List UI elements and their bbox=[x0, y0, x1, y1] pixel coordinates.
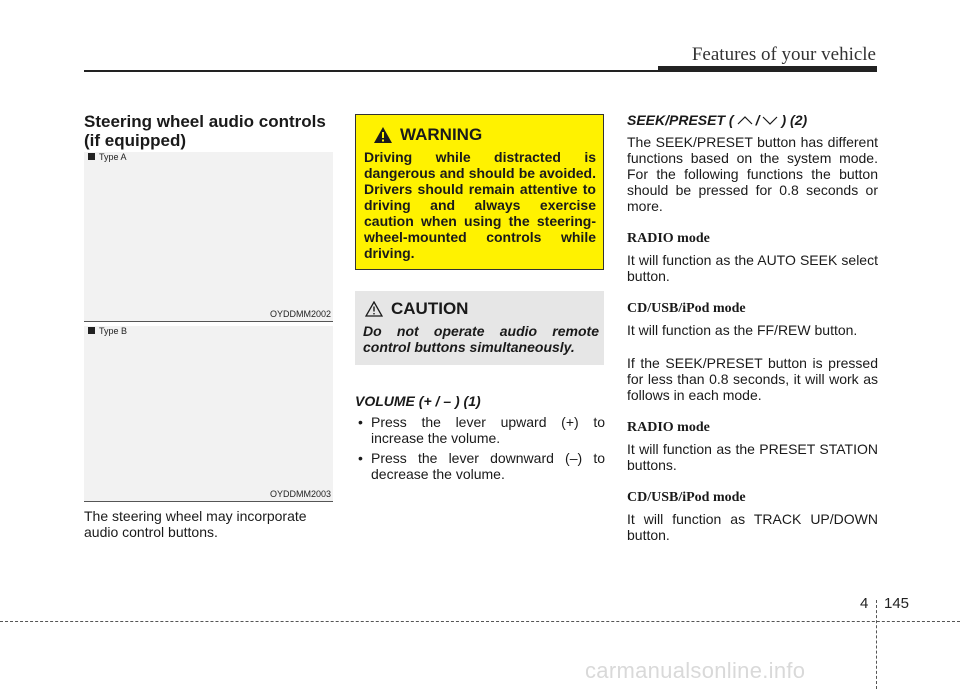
warning-triangle-icon bbox=[374, 127, 392, 143]
figure-divider bbox=[84, 321, 333, 322]
footer-divider bbox=[876, 600, 877, 689]
warning-text: Driving while distracted is dangerous and should be avoided. Drivers should remain attentive to driving and always exercise caution when using the steering-wheel-mounted controls while driving. bbox=[364, 149, 596, 261]
caution-box bbox=[355, 291, 604, 365]
mode-text: It will function as the PRESET STATION buttons. bbox=[627, 441, 878, 473]
seek-heading: SEEK/PRESET ( / ) (2) bbox=[627, 112, 808, 128]
square-bullet-icon bbox=[88, 327, 95, 334]
figure-code: OYDDMM2003 bbox=[269, 489, 331, 499]
chapter-number: 4 bbox=[860, 595, 869, 612]
section-heading: Steering wheel audio controls (if equipped) bbox=[84, 112, 326, 150]
volume-bullet-list bbox=[355, 414, 605, 486]
figure-divider bbox=[84, 501, 333, 502]
mode-text: It will function as the AUTO SEEK select button. bbox=[627, 252, 878, 284]
mode-text: It will function as the FF/REW button. bbox=[627, 322, 858, 338]
warning-title: WARNING bbox=[400, 125, 483, 144]
mode-heading: CD/USB/iPod mode bbox=[627, 490, 746, 505]
mode-heading: RADIO mode bbox=[627, 231, 710, 246]
figure-type-a bbox=[84, 152, 333, 322]
figure-code: OYDDMM2002 bbox=[269, 309, 331, 319]
intro-paragraph: The steering wheel may incorporate audio control buttons. bbox=[84, 508, 307, 540]
watermark: carmanualsonline.info bbox=[585, 658, 806, 683]
list-item: • Press the lever upward (+) to increase the volume. bbox=[355, 414, 605, 446]
figure-label: Type A bbox=[88, 152, 127, 162]
short-press-intro: If the SEEK/PRESET button is pressed for less than 0.8 seconds, it will work as follows in each mode. bbox=[627, 355, 878, 403]
warning-box bbox=[355, 114, 604, 270]
seek-section bbox=[627, 112, 878, 543]
caution-text: Do not operate audio remote control buttons simultaneously. bbox=[363, 323, 599, 355]
figure-label: Type B bbox=[88, 326, 127, 336]
figure-type-b bbox=[84, 326, 333, 502]
caution-triangle-icon bbox=[365, 301, 383, 317]
volume-heading: VOLUME (+ / – ) (1) bbox=[355, 393, 481, 409]
footer-rule bbox=[0, 621, 960, 622]
mode-text: It will function as TRACK UP/DOWN button. bbox=[627, 511, 878, 543]
seek-intro: The SEEK/PRESET button has different functions based on the system mode. For the following functions the button should be pressed for 0.8 seconds or more. bbox=[627, 134, 878, 214]
caution-title: CAUTION bbox=[391, 299, 469, 318]
list-item: • Press the lever downward (–) to decrease the volume. bbox=[355, 450, 605, 482]
section-title: Features of your vehicle bbox=[691, 44, 876, 65]
chevron-up-icon bbox=[736, 114, 754, 126]
mode-heading: CD/USB/iPod mode bbox=[627, 301, 746, 316]
page-number: 145 bbox=[884, 595, 910, 612]
header-rule bbox=[84, 70, 877, 72]
chevron-down-icon bbox=[761, 114, 779, 126]
mode-heading: RADIO mode bbox=[627, 420, 710, 435]
square-bullet-icon bbox=[88, 153, 95, 160]
